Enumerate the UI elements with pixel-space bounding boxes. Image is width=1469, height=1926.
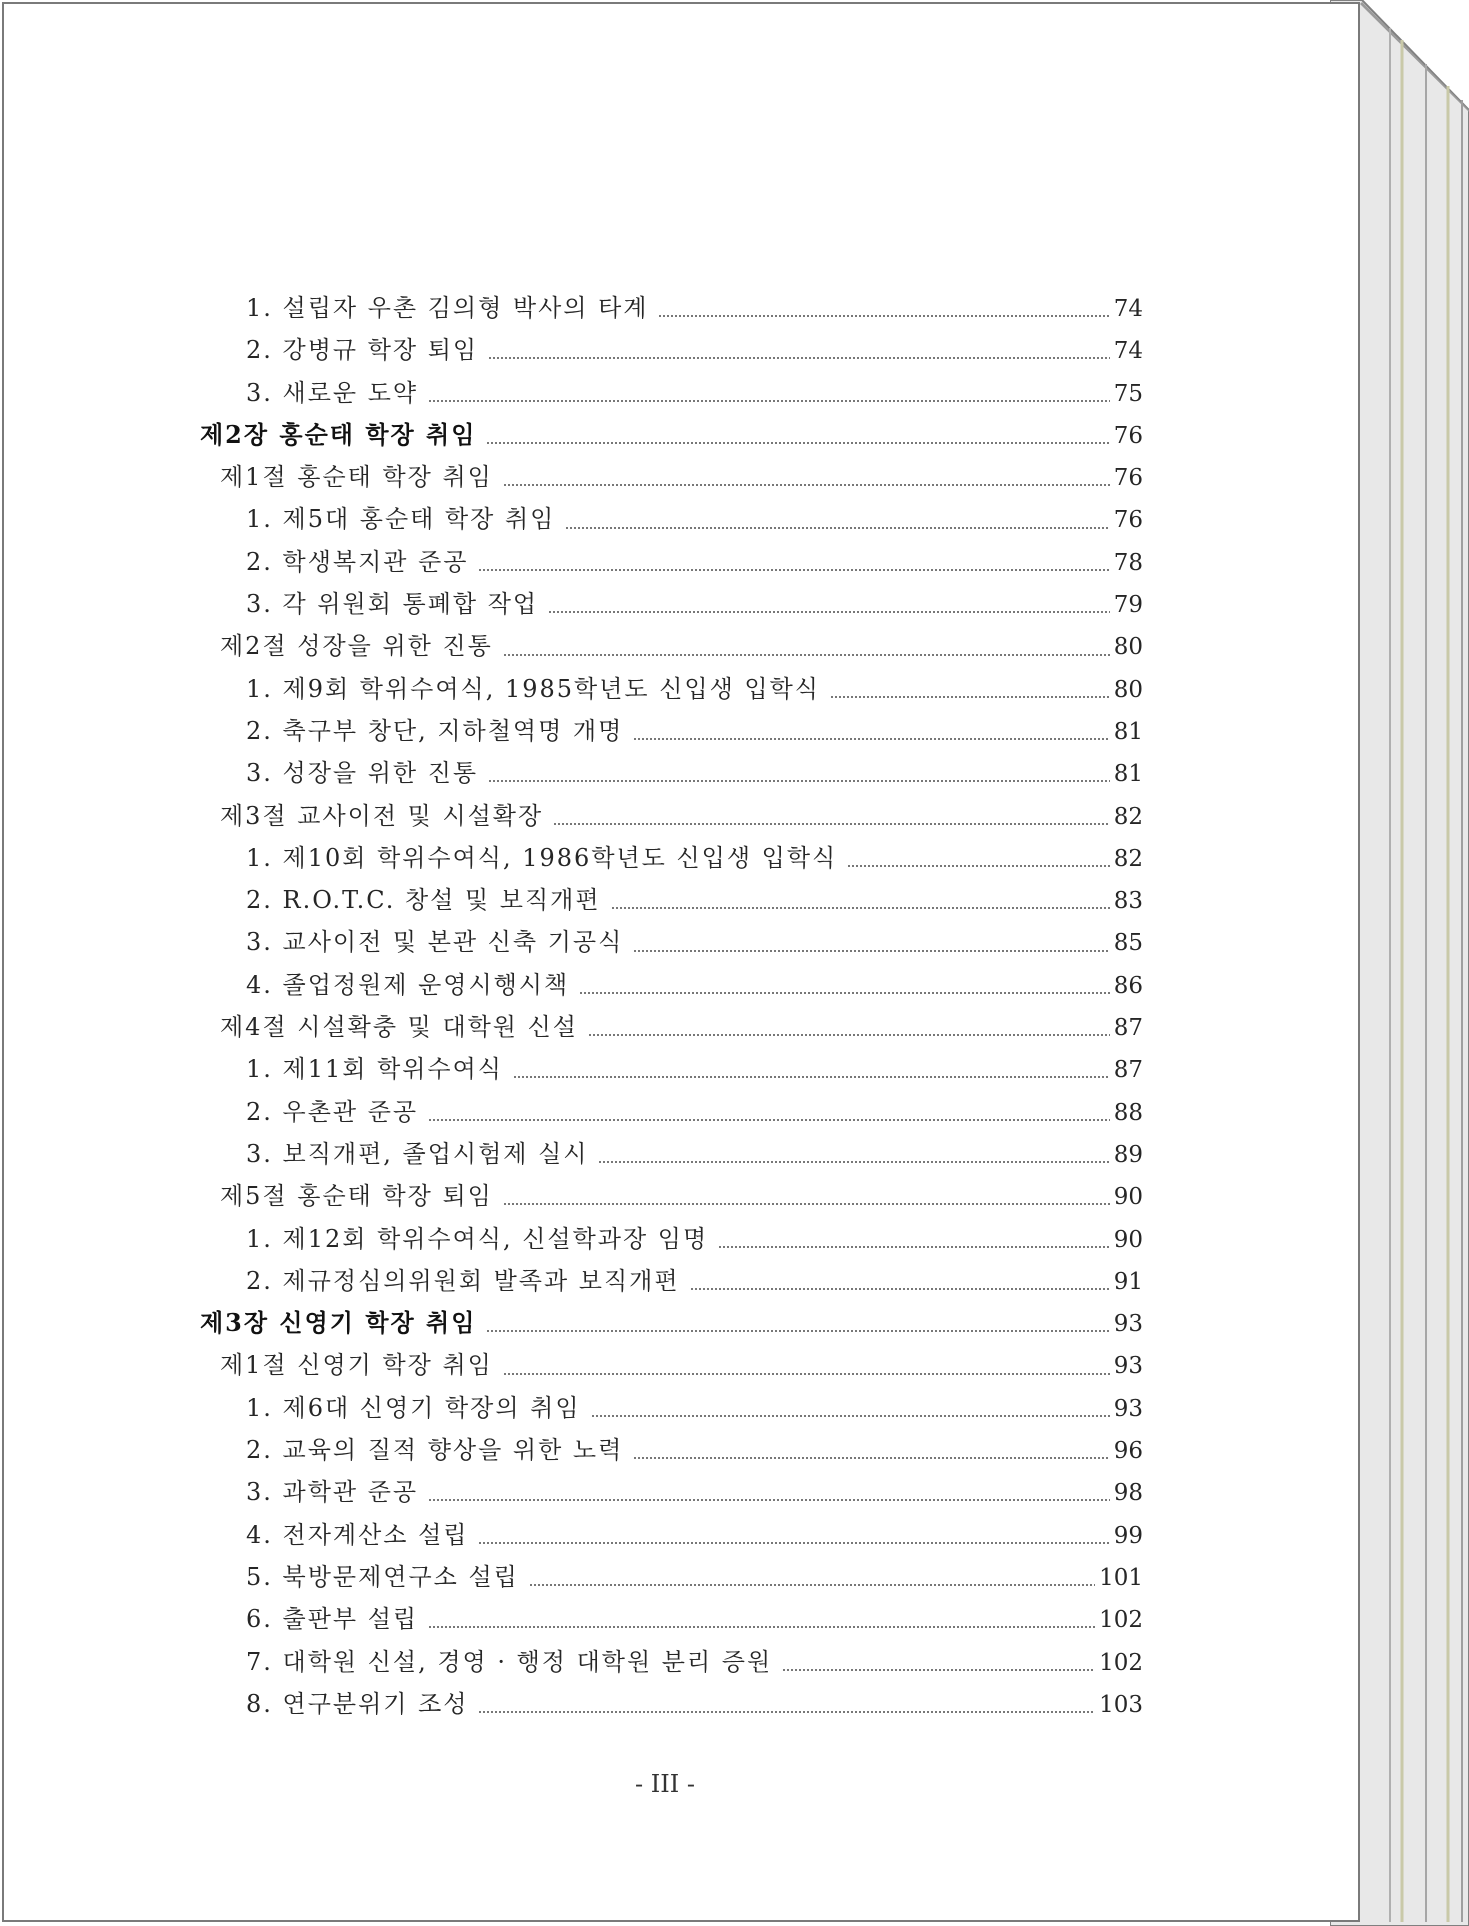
toc-entry-title: 4. 졸업정원제 운영시행시책 [246, 970, 570, 999]
toc-entry-page-number: 81 [1113, 761, 1143, 788]
toc-entry-page-number: 83 [1113, 888, 1143, 915]
toc-entry-title: 2. 강병규 학장 퇴임 [246, 336, 479, 365]
toc-entry-page-number: 85 [1113, 930, 1143, 957]
toc-entry-title: 3. 보직개편, 졸업시험제 실시 [246, 1139, 589, 1168]
toc-dot-leader [486, 1330, 1109, 1332]
toc-entry-page-number: 89 [1113, 1141, 1143, 1168]
toc-entry-page-number: 93 [1113, 1311, 1143, 1338]
toc-entry-title: 1. 제9회 학위수여식, 1985학년도 신입생 입학식 [246, 674, 820, 703]
toc-dot-leader [830, 696, 1110, 698]
toc-entry-page-number: 90 [1113, 1226, 1143, 1253]
toc-entry-title: 3. 과학관 준공 [246, 1478, 419, 1507]
toc-entry-title: 3. 성장을 위한 진통 [246, 759, 479, 788]
toc-dot-leader [513, 1076, 1110, 1078]
toc-entry-item [200, 373, 1143, 415]
toc-entry-chapter [200, 415, 1143, 457]
toc-dot-leader [588, 1034, 1110, 1036]
toc-dot-leader [633, 950, 1109, 952]
toc-entry-title: 2. 제규정심의위원회 발족과 보직개편 [246, 1266, 680, 1295]
toc-entry-section [200, 1345, 1143, 1387]
toc-dot-leader [488, 780, 1110, 782]
toc-entry-page-number: 87 [1113, 1057, 1143, 1084]
toc-entry-page-number: 80 [1113, 676, 1143, 703]
toc-entry-title: 6. 출판부 설립 [246, 1605, 419, 1634]
toc-entry-item [200, 330, 1143, 372]
toc-entry-item [200, 542, 1143, 584]
page-number: - III - [635, 1770, 695, 1798]
toc-entry-title: 3. 각 위원회 통폐합 작업 [246, 590, 539, 619]
toc-entry-item [200, 1472, 1143, 1514]
toc-entry-page-number: 76 [1113, 465, 1143, 492]
toc-entry-title: 2. R.O.T.C. 창설 및 보직개편 [246, 886, 601, 915]
toc-entry-title: 8. 연구분위기 조성 [246, 1689, 469, 1718]
toc-entry-item [200, 1049, 1143, 1091]
toc-entry-section [200, 796, 1143, 838]
toc-entry-title: 1. 설립자 우촌 김의형 박사의 타계 [246, 294, 649, 322]
toc-entry-title: 제1절 홍순태 학장 취임 [220, 463, 493, 492]
toc-entry-page-number: 76 [1113, 422, 1143, 449]
toc-entry-page-number: 76 [1113, 507, 1143, 534]
toc-entry-item [200, 1684, 1143, 1726]
toc-entry-item [200, 1219, 1143, 1261]
toc-dot-leader [428, 1626, 1095, 1628]
toc-entry-page-number: 74 [1113, 338, 1143, 365]
toc-entry-page-number: 93 [1113, 1353, 1143, 1380]
toc-entry-title: 제1절 신영기 학장 취임 [220, 1351, 493, 1380]
toc-entry-item [200, 1261, 1143, 1303]
toc-dot-leader [847, 865, 1109, 867]
toc-entry-item [200, 965, 1143, 1007]
toc-dot-leader [478, 569, 1109, 571]
toc-dot-leader [478, 1711, 1095, 1713]
toc-entry-title: 제5절 홍순태 학장 퇴임 [220, 1182, 493, 1211]
toc-dot-leader [579, 992, 1110, 994]
toc-entry-title: 1. 제5대 홍순태 학장 취임 [246, 505, 556, 534]
toc-dot-leader [503, 654, 1110, 656]
toc-entry-page-number: 102 [1099, 1607, 1143, 1634]
toc-dot-leader [565, 527, 1109, 529]
toc-dot-leader [503, 484, 1110, 486]
toc-dot-leader [591, 1415, 1110, 1417]
toc-entry-title: 2. 교육의 질적 향상을 위한 노력 [246, 1436, 624, 1465]
toc-dot-leader [503, 1203, 1110, 1205]
toc-entry-title: 1. 제12회 학위수여식, 신설학과장 임명 [246, 1224, 709, 1253]
toc-entry-item [200, 669, 1143, 711]
toc-entry-item [200, 880, 1143, 922]
table-of-contents [200, 288, 1143, 1726]
toc-dot-leader [529, 1584, 1095, 1586]
toc-entry-page-number: 80 [1113, 634, 1143, 661]
toc-entry-page-number: 98 [1113, 1480, 1143, 1507]
toc-entry-page-number: 88 [1113, 1099, 1143, 1126]
toc-entry-item [200, 838, 1143, 880]
toc-entry-page-number: 102 [1099, 1649, 1143, 1676]
toc-entry-title: 1. 제6대 신영기 학장의 취임 [246, 1393, 581, 1422]
toc-dot-leader [503, 1373, 1110, 1375]
toc-entry-page-number: 101 [1099, 1564, 1143, 1591]
toc-entry-section [200, 626, 1143, 668]
toc-entry-section [200, 457, 1143, 499]
toc-entry-page-number: 93 [1113, 1395, 1143, 1422]
toc-entry-item [200, 1642, 1143, 1684]
toc-dot-leader [428, 1119, 1110, 1121]
toc-entry-title: 5. 북방문제연구소 설립 [246, 1562, 519, 1591]
toc-entry-item [200, 584, 1143, 626]
toc-entry-title: 제2장 홍순태 학장 취임 [200, 419, 477, 449]
toc-entry-title: 3. 새로운 도약 [246, 378, 419, 407]
toc-entry-title: 2. 학생복지관 준공 [246, 547, 469, 576]
toc-entry-item [200, 1557, 1143, 1599]
toc-entry-page-number: 103 [1099, 1691, 1143, 1718]
toc-entry-page-number: 78 [1113, 549, 1143, 576]
toc-entry-title: 제2절 성장을 위한 진통 [220, 632, 493, 661]
toc-entry-item [200, 1430, 1143, 1472]
toc-dot-leader [611, 907, 1110, 909]
toc-dot-leader [553, 823, 1110, 825]
toc-entry-page-number: 81 [1113, 718, 1143, 745]
toc-entry-page-number: 82 [1113, 803, 1143, 830]
toc-entry-page-number: 91 [1113, 1268, 1143, 1295]
toc-entry-title: 1. 제11회 학위수여식 [246, 1055, 503, 1084]
toc-entry-item [200, 753, 1143, 795]
toc-entry-item [200, 711, 1143, 753]
toc-entry-page-number: 86 [1113, 972, 1143, 999]
toc-entry-title: 1. 제10회 학위수여식, 1986학년도 신입생 입학식 [246, 843, 838, 872]
toc-entry-page-number: 90 [1113, 1184, 1143, 1211]
toc-entry-title: 2. 우촌관 준공 [246, 1097, 419, 1126]
toc-entry-item [200, 922, 1143, 964]
toc-dot-leader [488, 357, 1110, 359]
toc-dot-leader [478, 1542, 1109, 1544]
toc-entry-page-number: 82 [1113, 845, 1143, 872]
toc-dot-leader [548, 611, 1110, 613]
toc-dot-leader [486, 442, 1109, 444]
toc-dot-leader [718, 1246, 1110, 1248]
toc-entry-section [200, 1007, 1143, 1049]
toc-entry-item [200, 1599, 1143, 1641]
toc-entry-title: 제4절 시설확충 및 대학원 신설 [220, 1013, 578, 1042]
toc-entry-item [200, 499, 1143, 541]
toc-entry-title: 7. 대학원 신설, 경영 · 행정 대학원 분리 증원 [246, 1647, 773, 1676]
toc-dot-leader [658, 315, 1109, 317]
toc-entry-page-number: 74 [1113, 296, 1143, 322]
toc-entry-page-number: 79 [1113, 592, 1143, 619]
toc-entry-section [200, 1176, 1143, 1218]
toc-entry-item [200, 1515, 1143, 1557]
toc-dot-leader [782, 1669, 1095, 1671]
toc-dot-leader [633, 1457, 1109, 1459]
toc-entry-item [200, 1134, 1143, 1176]
toc-entry-page-number: 87 [1113, 1015, 1143, 1042]
toc-dot-leader [428, 400, 1110, 402]
toc-entry-item [200, 1388, 1143, 1430]
toc-entry-title: 4. 전자계산소 설립 [246, 1520, 469, 1549]
toc-dot-leader [690, 1288, 1110, 1290]
toc-entry-item [200, 1092, 1143, 1134]
toc-entry-title: 제3절 교사이전 및 시설확장 [220, 801, 544, 830]
toc-entry-title: 3. 교사이전 및 본관 신축 기공식 [246, 928, 624, 957]
toc-entry-title: 2. 축구부 창단, 지하철역명 개명 [246, 716, 624, 745]
toc-entry-page-number: 96 [1113, 1438, 1143, 1465]
toc-entry-page-number: 75 [1113, 380, 1143, 407]
toc-dot-leader [633, 738, 1109, 740]
toc-dot-leader [598, 1161, 1109, 1163]
toc-entry-item [200, 288, 1143, 330]
toc-entry-page-number: 99 [1113, 1522, 1143, 1549]
toc-entry-title: 제3장 신영기 학장 취임 [200, 1308, 477, 1338]
toc-dot-leader [428, 1499, 1110, 1501]
toc-entry-chapter [200, 1303, 1143, 1345]
